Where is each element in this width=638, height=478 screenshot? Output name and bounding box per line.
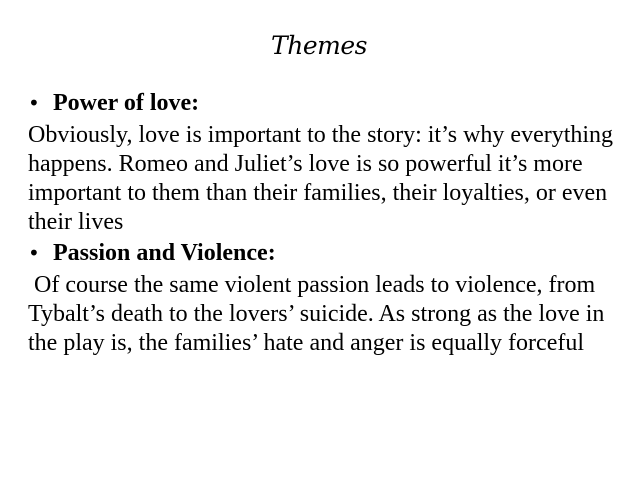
slide-title: Themes bbox=[271, 31, 367, 60]
bullet-icon: • bbox=[28, 241, 40, 265]
slide-content bbox=[28, 89, 628, 358]
bullet-item-passion-and-violence bbox=[28, 239, 628, 268]
bullet-heading: Passion and Violence: bbox=[53, 240, 276, 266]
section-paragraph: Of course the same violent passion leads to violence, from Tybalt’s death to the lovers’ suicide. As strong as the love in the play is, the families’ hate and anger is equally forceful bbox=[28, 272, 611, 356]
section-paragraph: Obviously, love is important to the story: it’s why everything happens. Romeo and Juliet’s love is so powerful it’s more important to them than their families, their loyalties, or even their lives bbox=[28, 122, 614, 235]
bullet-item-power-of-love bbox=[28, 89, 628, 118]
bullet-heading: Power of love: bbox=[53, 90, 200, 116]
bullet-icon: • bbox=[28, 91, 40, 115]
